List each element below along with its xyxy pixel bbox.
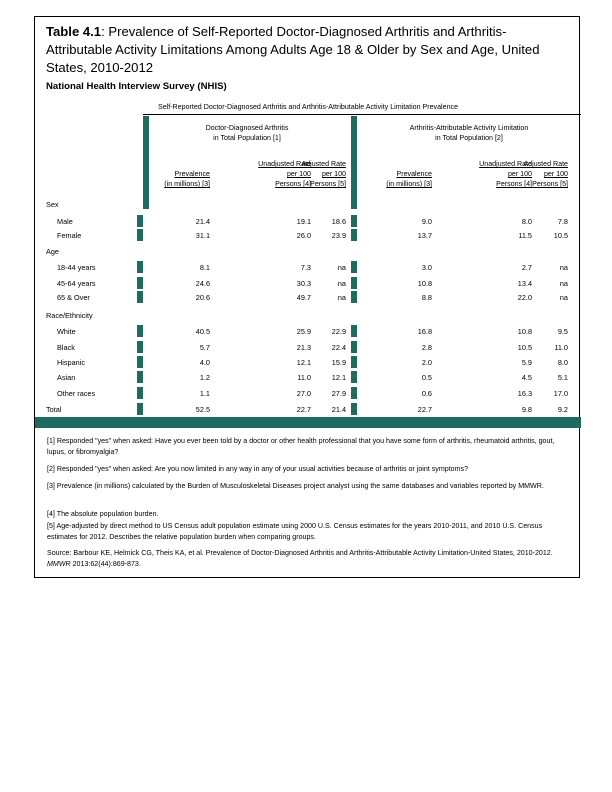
table-cell: 22.7 [296,405,311,414]
table-cell: 10.5 [517,343,532,352]
table-cell: 9.0 [421,217,432,226]
table-cell: 2.7 [521,263,532,272]
table-cell: 12.1 [331,373,346,382]
table-cell: na [337,279,346,288]
row-marker-bar [137,341,143,353]
column-header-3-l2: per 100 [321,170,346,178]
table-cell: 7.3 [300,263,311,272]
row-marker-bar [137,229,143,241]
column-header-6-l3: Persons [5] [532,180,568,188]
row-marker-bar [351,371,357,383]
table-cell: 16.3 [517,389,532,398]
row-marker-bar [137,403,143,415]
table-cell: 12.1 [296,358,311,367]
row-marker-bar [351,403,357,415]
row-label: White [57,327,76,336]
column-header-2-l2: per 100 [286,170,311,178]
table-cell: 16.8 [417,327,432,336]
source-text: Source: Barbour KE, Helmick CG, Theis KA, et al. Prevalence of Doctor-Diagnosed Arthritis and Arthritis-Attributable Activity Limitation-United States, 2010-2012. [47,549,553,557]
source-note [47,548,572,570]
row-label: 18-44 years [57,263,96,272]
table-cell: 22.0 [517,293,532,302]
row-label: 65 & Over [57,293,90,302]
row-marker-bar [137,261,143,273]
table-cell: 22.4 [331,343,346,352]
table-cell: 15.9 [331,358,346,367]
row-label: Hispanic [57,358,85,367]
row-marker-bar [351,261,357,273]
footer-bar [35,417,581,428]
table-cell: 5.7 [199,343,210,352]
source-journal: MMWR [47,560,71,569]
section-label: Sex [46,200,59,209]
table-cell: 11.5 [518,231,532,240]
footnote-3: [3] Prevalence (in millions) calculated by the Burden of Musculoskeletal Diseases project analyst using the same databases and variables reported by MMWR. [47,482,544,490]
table-cell: 31.1 [195,231,210,240]
table-cell: 27.0 [296,389,311,398]
footnote-4: [4] The absolute population burden. [47,510,159,518]
table-cell: 40.5 [195,327,210,336]
table-cell: na [559,293,568,302]
row-label: 45-64 years [57,279,96,288]
table-cell: 10.8 [517,327,532,336]
table-cell: 21.3 [296,343,311,352]
table-cell: 4.0 [199,358,210,367]
row-marker-bar [351,229,357,241]
title-text: : Prevalence of Self-Reported Doctor-Diagnosed Arthritis and Arthritis-Attributable Activity Limitations Among Adults Age 18 & Older by Sex and Age, United States, 2010-2012 [46,24,540,75]
table-cell: 11.0 [554,343,568,352]
row-label: Other races [57,389,96,398]
row-marker-bar [351,356,357,368]
title-prefix: Table 4.1 [46,24,102,39]
table-cell: na [559,279,568,288]
table-cell: 10.5 [553,231,568,240]
column-header-3-l3: Persons [5] [310,180,346,188]
group2-line2: in Total Population [2] [435,134,503,142]
row-marker-bar [351,291,357,303]
table-cell: na [337,293,346,302]
row-label: Total [46,405,62,414]
survey-name: National Health Interview Survey (NHIS) [46,81,227,92]
footnote-5: [5] Age-adjusted by direct method to US Census adult population estimate using 2000 U.S. Census estimates for the years 2010-2011, and 2010 U.S. Census estimates for 2012. Describes the relative population burden when comparing groups. [47,522,543,542]
row-marker-bar [351,325,357,337]
column-header-1-l2: Prevalence [174,170,210,178]
column-header-5-l2: per 100 [507,170,532,178]
group1-line2: in Total Population [1] [213,134,281,142]
table-cell: 22.7 [417,405,432,414]
row-marker-bar [137,277,143,289]
table-cell: 8.0 [521,217,532,226]
row-label: Black [57,343,75,352]
column-header-5-l1: Unadjusted Rate [479,160,532,168]
table-cell: 2.0 [421,358,432,367]
table-cell: 21.4 [331,405,346,414]
table-cell: 26.0 [296,231,311,240]
table-cell: 5.1 [557,373,568,382]
divider-bar-1 [143,116,149,209]
row-marker-bar [137,356,143,368]
table-cell: 1.1 [199,389,210,398]
column-header-2-l3: Persons [4] [275,180,311,188]
table-cell: 3.0 [421,263,432,272]
table-title [46,23,571,77]
source-tail: 2013:62(44):869-873. [70,560,141,569]
row-marker-bar [137,387,143,399]
table-cell: na [559,263,568,272]
row-marker-bar [137,215,143,227]
column-header-4-l2: Prevalence [396,170,432,178]
row-marker-bar [137,325,143,337]
footnote-1: [1] Responded "yes" when asked: Have you ever been told by a doctor or other health professional that you have some form of arthritis, rheumatoid arthritis, gout, lupus, or fibromyalgia? [47,437,555,457]
column-header-3-l1: Adjusted Rate [301,160,346,168]
table-cell: 18.6 [331,217,346,226]
table-cell: 11.0 [297,373,311,382]
column-header-5-l3: Persons [4] [496,180,532,188]
table-cell: 8.1 [199,263,210,272]
column-header-6-l2: per 100 [543,170,568,178]
row-marker-bar [137,291,143,303]
table-cell: 5.9 [521,358,532,367]
table-cell: 30.3 [296,279,311,288]
row-marker-bar [351,387,357,399]
super-header: Self-Reported Doctor-Diagnosed Arthritis and Arthritis-Attributable Activity Limitation Prevalence [157,103,459,111]
table-cell: 1.2 [199,373,210,382]
table-cell: 9.2 [557,405,568,414]
table-cell: 20.6 [195,293,210,302]
table-cell: na [337,263,346,272]
group2-line1: Arthritis-Attributable Activity Limitation [409,124,529,132]
table-cell: 10.8 [417,279,432,288]
section-label: Race/Ethnicity [46,311,93,320]
table-cell: 52.5 [195,405,210,414]
row-label: Asian [57,373,76,382]
table-cell: 9.5 [557,327,568,336]
table-cell: 49.7 [296,293,311,302]
divider-bar-2 [351,116,357,209]
table-cell: 0.6 [421,389,432,398]
row-label: Female [57,231,82,240]
table-cell: 22.9 [331,327,346,336]
table-cell: 2.8 [421,343,432,352]
row-marker-bar [137,371,143,383]
section-label: Age [46,247,59,256]
group1-line1: Doctor-Diagnosed Arthritis [205,124,289,132]
table-cell: 13.4 [517,279,532,288]
table-cell: 9.8 [521,405,532,414]
column-header-1-l3: (in millions) [3] [164,180,210,188]
table-cell: 21.4 [195,217,210,226]
footnote-2: [2] Responded "yes" when asked: Are you now limited in any way in any of your usual activities because of arthritis or joint symptoms? [47,465,469,473]
column-header-4-l3: (in millions) [3] [386,180,432,188]
table-cell: 7.8 [557,217,568,226]
row-label: Male [57,217,73,226]
table-cell: 8.0 [557,358,568,367]
table-cell: 24.6 [195,279,210,288]
row-marker-bar [351,277,357,289]
table-cell: 19.1 [296,217,311,226]
table-cell: 4.5 [521,373,532,382]
table-cell: 13.7 [417,231,432,240]
row-marker-bar [351,341,357,353]
table-cell: 23.9 [331,231,346,240]
column-header-6-l1: Adjusted Rate [523,160,568,168]
table-cell: 17.0 [553,389,568,398]
table-cell: 27.9 [331,389,346,398]
row-marker-bar [351,215,357,227]
table-frame [34,16,580,578]
table-cell: 25.9 [296,327,311,336]
column-header-2-l1: Unadjusted Rate [258,160,311,168]
table-cell: 8.8 [421,293,432,302]
super-header-rule [143,114,581,115]
table-cell: 0.5 [421,373,432,382]
